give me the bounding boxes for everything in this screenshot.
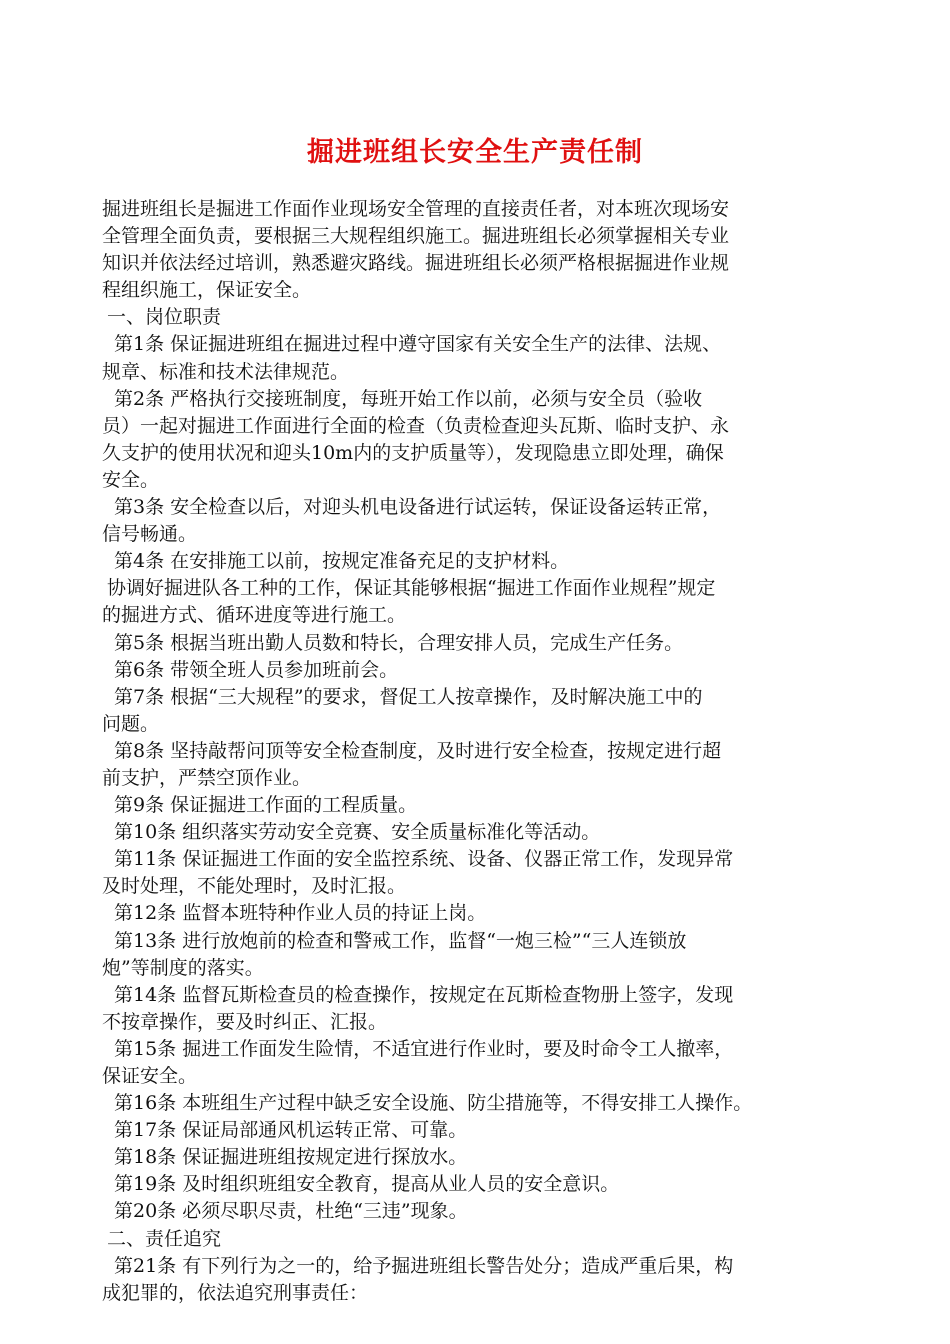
document-body	[102, 196, 862, 1307]
text-line: 的掘进方式、循环进度等进行施工。	[102, 604, 407, 627]
text-line: 第9条 保证掘进工作面的工程质量。	[114, 794, 418, 817]
text-line: 一、岗位职责	[107, 306, 222, 329]
text-line: 第6条 带领全班人员参加班前会。	[114, 658, 399, 681]
text-line: 第5条 根据当班出勤人员数和特长，合理安排人员，完成生产任务。	[114, 631, 684, 654]
text-line: 第11条 保证掘进工作面的安全监控系统、设备、仪器正常工作，发现异常	[114, 848, 734, 871]
text-line: 第7条 根据“三大规程”的要求，督促工人按章操作，及时解决施工中的	[114, 685, 703, 708]
text-line: 员）一起对掘进工作面进行全面的检查（负责检查迎头瓦斯、临时支护、永	[102, 414, 730, 437]
text-line: 信号畅通。	[102, 523, 198, 546]
text-line: 成犯罪的，依法追究刑事责任：	[102, 1281, 369, 1304]
text-line: 及时处理，不能处理时，及时汇报。	[102, 875, 407, 898]
text-line: 第12条 监督本班特种作业人员的持证上岗。	[114, 902, 487, 925]
text-line: 第17条 保证局部通风机运转正常、可靠。	[114, 1119, 468, 1142]
text-line: 第1条 保证掘进班组在掘进过程中遵守国家有关安全生产的法律、法规、	[114, 333, 722, 356]
text-line: 第13条 进行放炮前的检查和警戒工作，监督“一炮三检”“三人连锁放	[114, 929, 687, 952]
text-line: 久支护的使用状况和迎头10m内的支护质量等），发现隐患立即处理，确保	[102, 441, 724, 464]
text-line: 安全。	[102, 468, 160, 491]
text-line: 规章、标准和技术法律规范。	[102, 360, 350, 383]
text-line: 第10条 组织落实劳动安全竞赛、安全质量标准化等活动。	[114, 821, 601, 844]
text-line: 全管理全面负责，要根据三大规程组织施工。掘进班组长必须掌握相关专业	[102, 225, 730, 248]
text-line: 炮”等制度的落实。	[102, 956, 264, 979]
document-title: 掘进班组长安全生产责任制	[307, 137, 643, 168]
text-line: 第8条 坚持敲帮问顶等安全检查制度，及时进行安全检查，按规定进行超	[114, 739, 722, 762]
text-line: 第21条 有下列行为之一的，给予掘进班组长警告处分；造成严重后果，构	[114, 1254, 734, 1277]
text-line: 第20条 必须尽职尽责，杜绝“三违”现象。	[114, 1200, 468, 1223]
text-line: 协调好掘进队各工种的工作，保证其能够根据“掘进工作面作业规程”规定	[107, 577, 716, 600]
text-line: 第19条 及时组织班组安全教育，提高从业人员的安全意识。	[114, 1173, 620, 1196]
text-line: 前支护，严禁空顶作业。	[102, 766, 312, 789]
text-line: 保证安全。	[102, 1065, 198, 1087]
text-line: 第3条 安全检查以后，对迎头机电设备进行试运转，保证设备运转正常，	[114, 496, 722, 519]
text-line: 问题。	[102, 712, 160, 735]
text-line: 知识并依法经过培训，熟悉避灾路线。掘进班组长必须严格根据掘进作业规	[102, 252, 730, 275]
text-line: 第4条 在安排施工以前，按规定准备充足的支护材料。	[114, 550, 570, 573]
text-line: 第18条 保证掘进班组按规定进行探放水。	[114, 1146, 468, 1169]
text-line: 二、责任追究	[107, 1227, 222, 1250]
text-line: 第14条 监督瓦斯检查员的检查操作，按规定在瓦斯检查物册上签字，发现	[114, 983, 734, 1006]
text-line: 第16条 本班组生产过程中缺乏安全设施、防尘措施等，不得安排工人操作。	[114, 1092, 753, 1115]
text-line: 第15条 掘进工作面发生险情，不适宜进行作业时，要及时命令工人撤率，	[114, 1037, 734, 1060]
text-line: 第2条 严格执行交接班制度，每班开始工作以前，必须与安全员（验收	[114, 387, 703, 410]
text-line: 程组织施工，保证安全。	[102, 279, 312, 302]
text-line: 掘进班组长是掘进工作面作业现场安全管理的直接责任者，对本班次现场安	[102, 198, 730, 220]
text-line: 不按章操作，要及时纠正、汇报。	[102, 1010, 388, 1033]
